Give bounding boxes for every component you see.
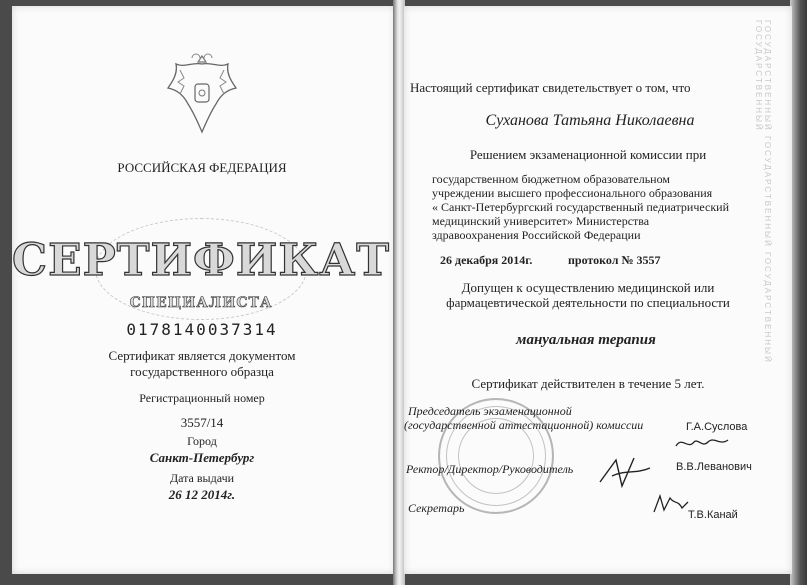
registration-number: 3557/14	[180, 415, 224, 430]
document-note-line2: государственного образца	[130, 364, 274, 379]
certificate-subtitle: СПЕЦИАЛИСТА	[129, 295, 273, 311]
issue-date-label: Дата выдачи	[169, 471, 235, 485]
institution-line1: государственном бюджетном образовательном	[432, 172, 670, 186]
registration-label: Регистрационный номер	[139, 391, 265, 405]
chair-label-line1: Председатель экзаменационной	[408, 404, 572, 418]
city-label: Город	[187, 434, 217, 448]
holder-name: Суханова Татьяна Николаевна	[485, 112, 695, 129]
cover-edge	[790, 0, 807, 585]
chair-signature	[672, 432, 732, 454]
admitted-line1: Допущен к осуществлению медицинской или	[461, 280, 715, 295]
rector-label: Ректор/Директор/Руководитель	[406, 462, 574, 476]
double-headed-eagle-emblem-icon	[162, 48, 242, 138]
certificate-title: СЕРТИФИКАТ	[12, 235, 390, 286]
rector-name: В.В.Леванович	[676, 461, 752, 473]
admitted-line2: фармацевтической деятельности по специальности	[446, 295, 730, 310]
validity-text: Сертификат действителен в течение 5 лет.	[471, 376, 705, 391]
city-value: Санкт-Петербург	[149, 450, 255, 465]
chair-name: Г.А.Суслова	[686, 421, 748, 433]
institution-line4: медицинский университет» Министерства	[432, 214, 650, 228]
watermark-pattern: ГОСУДАРСТВЕННЫЙ ГОСУДАРСТВЕННЫЙ ГОСУДАРСТВЕННЫЙ ГОСУДАРСТВЕННЫЙ	[754, 20, 772, 364]
protocol-number: протокол № 3557	[568, 253, 661, 267]
intro-text: Настоящий сертификат свидетельствует о том, что	[410, 80, 691, 95]
institution-line3: « Санкт-Петербургский государственный педиатрический	[432, 200, 729, 214]
secretary-name: Т.В.Канай	[688, 509, 738, 521]
chair-label-line2: (государственной аттестационной) комиссии	[404, 418, 644, 432]
rector-signature	[596, 452, 656, 496]
secretary-signature	[650, 490, 692, 518]
institution-line5: здравоохранения Российской Федерации	[432, 228, 641, 242]
country-name: РОССИЙСКАЯ ФЕДЕРАЦИЯ	[117, 160, 287, 175]
institution-line2: учреждении высшего профессионального образования	[432, 186, 713, 200]
specialty-name: мануальная терапия	[516, 332, 656, 348]
document-note-line1: Сертификат является документом	[108, 348, 296, 363]
certificate-number: 0178140037314	[126, 320, 278, 339]
decision-text: Решением экзаменационной комиссии при	[469, 147, 707, 162]
secretary-label: Секретарь	[408, 501, 465, 515]
decision-date: 26 декабря 2014г.	[440, 253, 533, 267]
issue-date-value: 26 12 2014г.	[168, 487, 236, 502]
